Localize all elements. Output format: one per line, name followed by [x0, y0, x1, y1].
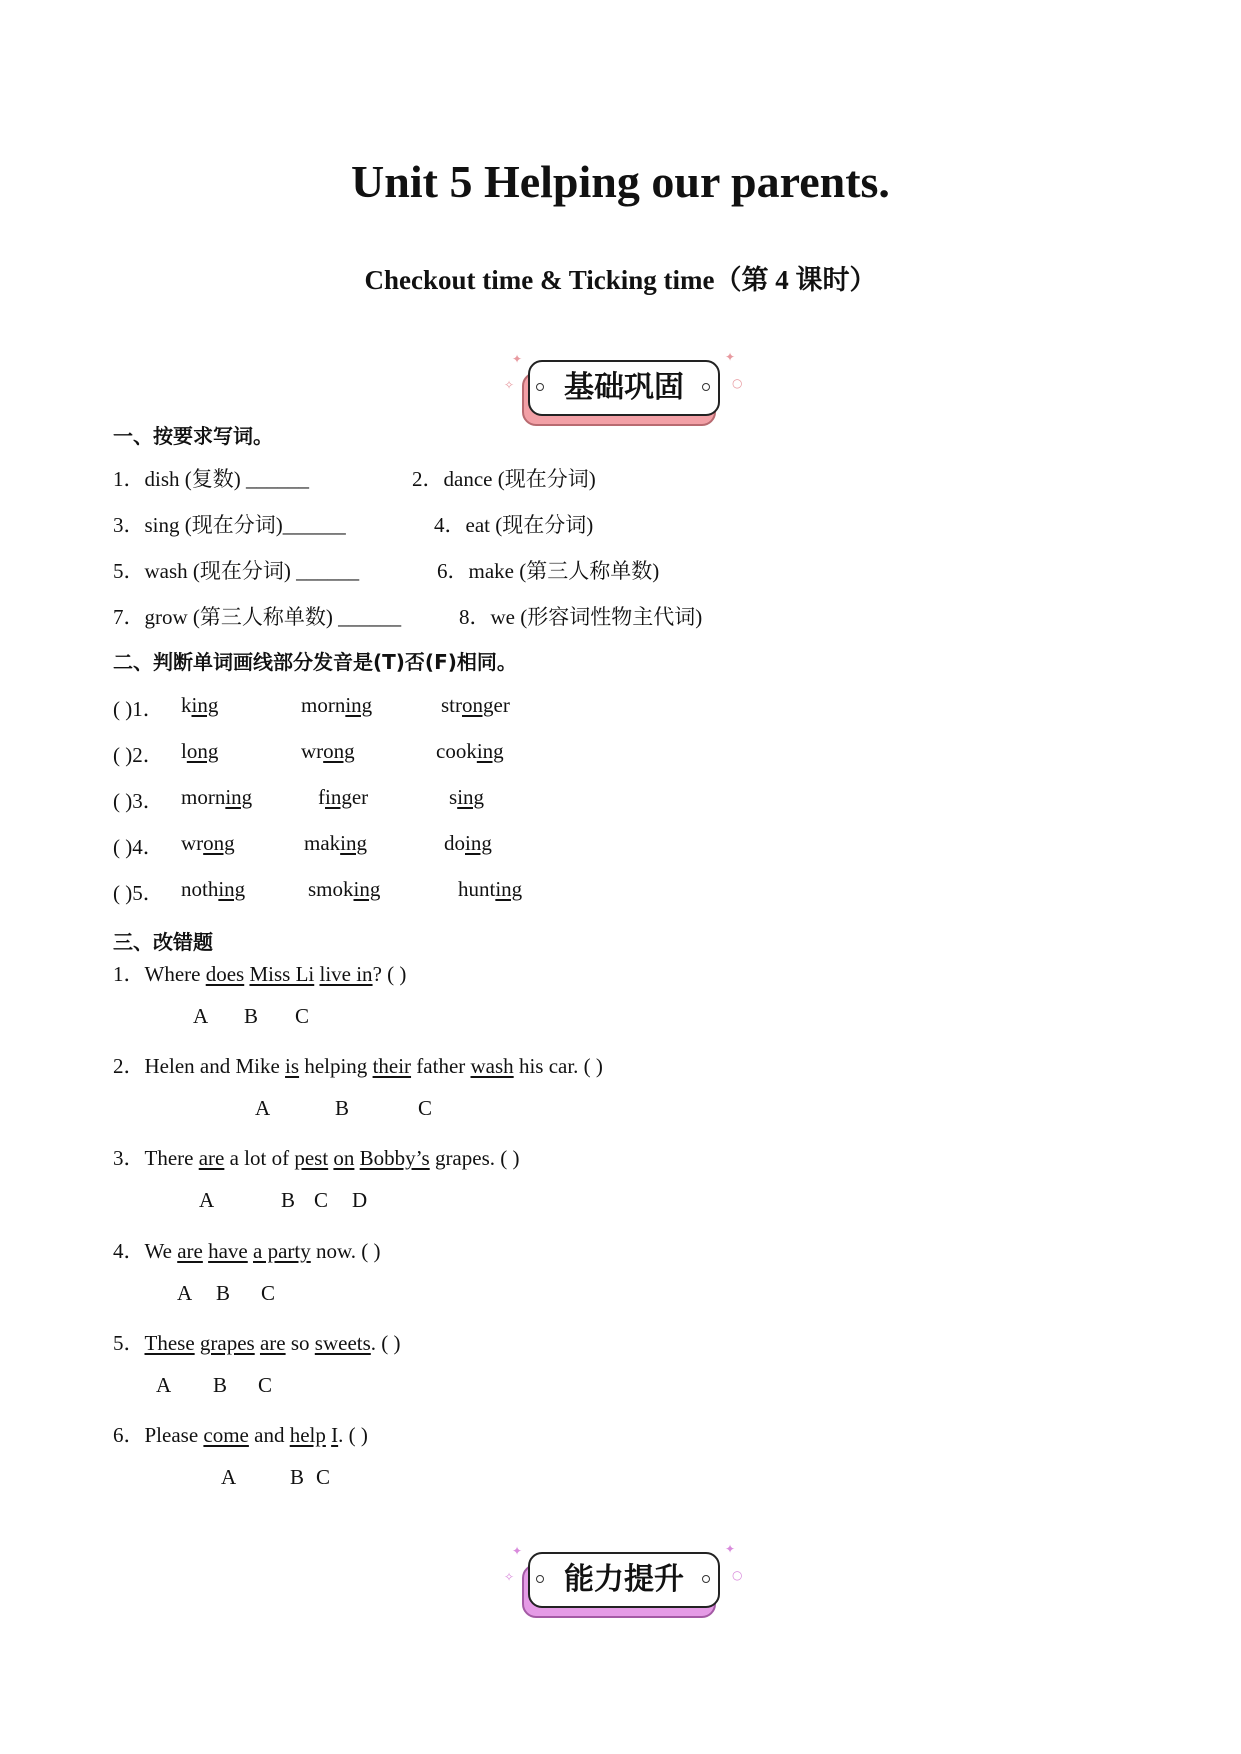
underlined-part: a party: [253, 1239, 311, 1263]
word-part: f: [318, 785, 325, 809]
banner-basic: [500, 350, 743, 430]
s1-item-3: 3．sing (现在分词)______: [113, 513, 346, 537]
option-letter: B: [290, 1465, 305, 1489]
option-letter: C: [316, 1465, 331, 1489]
text-part: . ( ): [370, 1331, 401, 1355]
text-part: Please: [144, 1423, 204, 1447]
text-part: now. ( ): [310, 1239, 381, 1263]
option-letter: A: [193, 1004, 209, 1028]
underlined-part: ing: [476, 739, 504, 763]
sparkle-icon: ○: [732, 376, 743, 390]
underlined-part: ing: [495, 877, 523, 901]
section3-heading: 三、改错题: [113, 930, 213, 954]
s2-word: [318, 785, 368, 810]
word-part: er: [493, 693, 510, 717]
s2-row-prefix: ( )1．: [113, 697, 164, 721]
question-number: 2．: [113, 1054, 145, 1078]
underlined-part: pest: [294, 1146, 329, 1170]
text-part: and: [248, 1423, 290, 1447]
underlined-part: ong: [462, 693, 494, 717]
option-letter: B: [244, 1004, 259, 1028]
sparkle-icon: ✧: [504, 378, 515, 392]
word-part: wr: [301, 739, 324, 763]
s2-word: [304, 831, 367, 856]
text-part: Where: [144, 962, 206, 986]
question-number: 1．: [113, 962, 145, 986]
sparkle-icon: ✦: [512, 1544, 523, 1558]
s2-word: [181, 693, 218, 718]
word-part: do: [444, 831, 465, 855]
underlined-part: I: [331, 1423, 339, 1447]
underlined-part: ing: [325, 785, 352, 809]
sparkle-icon: ✧: [504, 1570, 515, 1584]
text-part: a lot of: [224, 1146, 295, 1170]
word-part: wr: [181, 831, 204, 855]
s1-item-2: 2．dance (现在分词): [412, 467, 596, 491]
word-part: mak: [304, 831, 341, 855]
option-letter: D: [352, 1188, 368, 1212]
s1-item-1: 1．dish (复数) ______: [113, 467, 309, 491]
underlined-part: are: [259, 1331, 286, 1355]
underlined-part: ing: [225, 785, 253, 809]
text-part: We: [144, 1239, 178, 1263]
word-part: er: [351, 785, 369, 809]
s1-item-5: 5．wash (现在分词) ______: [113, 559, 360, 583]
s2-row-prefix: ( )3．: [113, 789, 164, 813]
underlined-part: These: [144, 1331, 195, 1355]
option-letter: C: [418, 1096, 433, 1120]
option-letter: B: [281, 1188, 296, 1212]
underlined-part: ing: [345, 693, 373, 717]
word-part: s: [449, 785, 458, 809]
option-letter: C: [295, 1004, 310, 1028]
banner-basic-label: 基础巩固: [564, 370, 684, 405]
s3-question: [113, 1050, 603, 1080]
question-number: 5．: [113, 1331, 145, 1355]
word-part: morn: [181, 785, 226, 809]
option-letter: A: [255, 1096, 271, 1120]
option-letter: A: [221, 1465, 237, 1489]
s3-question: [113, 1142, 519, 1172]
underlined-part: wash: [470, 1054, 514, 1078]
question-number: 3．: [113, 1146, 145, 1170]
underlined-part: on: [333, 1146, 355, 1170]
underlined-part: ing: [465, 831, 492, 855]
option-letter: A: [199, 1188, 215, 1212]
s1-item-8: 8．we (形容词性物主代词): [459, 605, 703, 629]
s3-question: [113, 1419, 368, 1449]
s2-word: [441, 693, 510, 718]
option-letter: A: [177, 1281, 193, 1305]
text-part: . ( ): [338, 1423, 368, 1447]
underlined-part: are: [198, 1146, 225, 1170]
underlined-part: help: [289, 1423, 326, 1447]
s2-word: [181, 877, 245, 902]
s2-word: [308, 877, 380, 902]
word-part: str: [441, 693, 462, 717]
word-part: smok: [308, 877, 354, 901]
s2-word: [181, 739, 218, 764]
word-part: k: [181, 693, 192, 717]
s2-word: [301, 693, 372, 718]
page-subtitle: Checkout time & Ticking time（第 4 课时）: [364, 265, 877, 295]
s2-row-prefix: ( )2．: [113, 743, 164, 767]
underlined-part: ong: [323, 739, 355, 763]
section1-heading: 一、按要求写词。: [113, 424, 273, 448]
page-title: Unit 5 Helping our parents.: [351, 156, 890, 207]
option-letter: C: [261, 1281, 276, 1305]
text-part: There: [144, 1146, 199, 1170]
underlined-part: ing: [191, 693, 219, 717]
option-letter: B: [213, 1373, 228, 1397]
underlined-part: grapes: [199, 1331, 255, 1355]
word-part: cook: [436, 739, 477, 763]
s2-row-prefix: ( )5．: [113, 881, 164, 905]
s3-question: [113, 1235, 381, 1265]
word-part: hunt: [458, 877, 496, 901]
s2-word: [436, 739, 504, 764]
s2-word: [301, 739, 355, 764]
text-part: grapes. ( ): [429, 1146, 520, 1170]
text-part: helping: [299, 1054, 373, 1078]
underlined-part: sweets: [314, 1331, 371, 1355]
s1-item-4: 4．eat (现在分词): [434, 513, 594, 537]
underlined-part: live in: [319, 962, 373, 986]
option-letter: B: [335, 1096, 350, 1120]
s1-item-7: 7．grow (第三人称单数) ______: [113, 605, 402, 629]
underlined-part: have: [208, 1239, 248, 1263]
banner-advanced: [500, 1542, 743, 1622]
s3-question: [113, 1327, 401, 1357]
underlined-part: are: [177, 1239, 203, 1263]
text-part: father: [411, 1054, 471, 1078]
underlined-part: ing: [457, 785, 485, 809]
s2-row-prefix: ( )4．: [113, 835, 164, 859]
s2-word: [181, 785, 252, 810]
sparkle-icon: ✦: [725, 1542, 736, 1556]
underlined-part: ong: [203, 831, 235, 855]
question-number: 6．: [113, 1423, 145, 1447]
underlined-part: Bobby’s: [359, 1146, 430, 1170]
text-part: his car. ( ): [513, 1054, 603, 1078]
s2-word: [181, 831, 235, 856]
s2-word: [449, 785, 484, 810]
text-part: Helen and Mike: [144, 1054, 286, 1078]
option-letter: B: [216, 1281, 231, 1305]
underlined-part: is: [285, 1054, 300, 1078]
underlined-part: ing: [353, 877, 381, 901]
underlined-part: does: [205, 962, 245, 986]
word-part: noth: [181, 877, 219, 901]
underlined-part: Miss Li: [249, 962, 315, 986]
word-part: l: [181, 739, 187, 763]
section2-heading: 二、判断单词画线部分发音是(T)否(F)相同。: [113, 650, 517, 674]
word-part: morn: [301, 693, 346, 717]
underlined-part: come: [203, 1423, 249, 1447]
s1-item-6: 6．make (第三人称单数): [437, 559, 660, 583]
text-part: ? ( ): [372, 962, 407, 986]
s2-word: [444, 831, 492, 856]
underlined-part: their: [372, 1054, 412, 1078]
s2-word: [458, 877, 522, 902]
banner-advanced-label: 能力提升: [564, 1562, 684, 1597]
underlined-part: ing: [340, 831, 367, 855]
s3-question: [113, 958, 406, 988]
sparkle-icon: ✦: [725, 350, 736, 364]
underlined-part: ing: [218, 877, 246, 901]
option-letter: C: [314, 1188, 329, 1212]
option-letter: A: [156, 1373, 172, 1397]
text-part: so: [285, 1331, 315, 1355]
sparkle-icon: ○: [732, 1568, 743, 1582]
sparkle-icon: ✦: [512, 352, 523, 366]
question-number: 4．: [113, 1239, 145, 1263]
underlined-part: ong: [186, 739, 219, 763]
option-letter: C: [258, 1373, 273, 1397]
